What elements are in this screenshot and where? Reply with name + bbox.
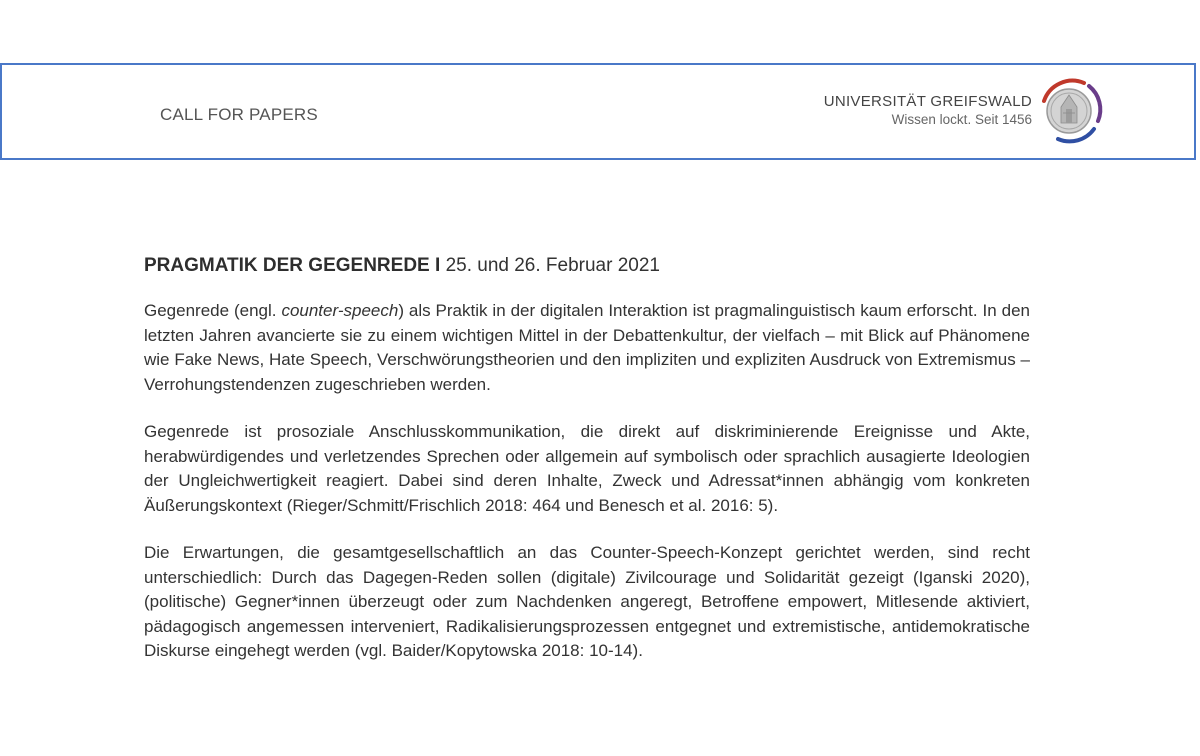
title-bold: PRAGMATIK DER GEGENREDE I xyxy=(144,255,441,276)
university-seal-icon xyxy=(1034,75,1106,147)
university-motto: Wissen lockt. Seit 1456 xyxy=(891,112,1032,127)
university-name: UNIVERSITÄT GREIFSWALD xyxy=(823,93,1032,110)
document-body xyxy=(144,252,1030,687)
paragraph-1-start: Gegenrede (engl. xyxy=(144,301,282,320)
paragraph-2: Gegenrede ist prosoziale Anschlusskommunikation, die direkt auf diskriminierende Ereignisse und Akte, herabwürdigendes und verletzendes Sprechen oder allgemein auf symbolisch oder sprachlich ausagierte Ideologien der Ungleichwertigkeit reagiert. Dabei sind deren Inhalte, Zweck und Adressat*innen abhängig vom konkreten Äußerungskontext (Rieger/Schmitt/Frischlich 2018: 464 und Benesch et al. 2016: 5). xyxy=(144,422,1030,515)
paragraph-1-rest: ) als Praktik in der digitalen Interaktion ist pragmalinguistisch kaum erforscht. In den letzten Jahren avancierte sie zu einem wichtigen Mittel in der Debattenkultur, der vielfach – mit Blick auf Phänomene wie Fake News, Hate Speech, Verschwörungstheorien und den impliziten und expliziten Ausdruck von Extremismus – Verrohungstendenzen zugeschrieben werden. xyxy=(144,301,1030,394)
title-date: 25. und 26. Februar 2021 xyxy=(445,255,660,276)
call-for-papers-label: CALL FOR PAPERS xyxy=(160,105,318,124)
university-wordmark xyxy=(824,93,1032,128)
document-title xyxy=(144,252,1030,280)
letterhead xyxy=(0,63,1196,160)
paragraph-1 xyxy=(144,299,1030,397)
paragraph-1-term: counter-speech xyxy=(281,301,399,320)
paragraph-3: Die Erwartungen, die gesamtgesellschaftlich an das Counter-Speech-Konzept gerichtet werden, sind recht unterschiedlich: Durch das Dagegen-Reden sollen (digitale) Zivilcourage und Solidarität gezeigt (Iganski 2020), (politische) Gegner*innen überzeugt oder zum Nachdenken angeregt, Betroffene empowert, Mitlesende aktiviert, pädagogisch angemessen interveniert, Radikalisierungsprozessen entgegnet und extremistische, antidemokratische Diskurse eingehegt werden (vgl. Baider/Kopytowska 2018: 10-14). xyxy=(144,543,1030,660)
